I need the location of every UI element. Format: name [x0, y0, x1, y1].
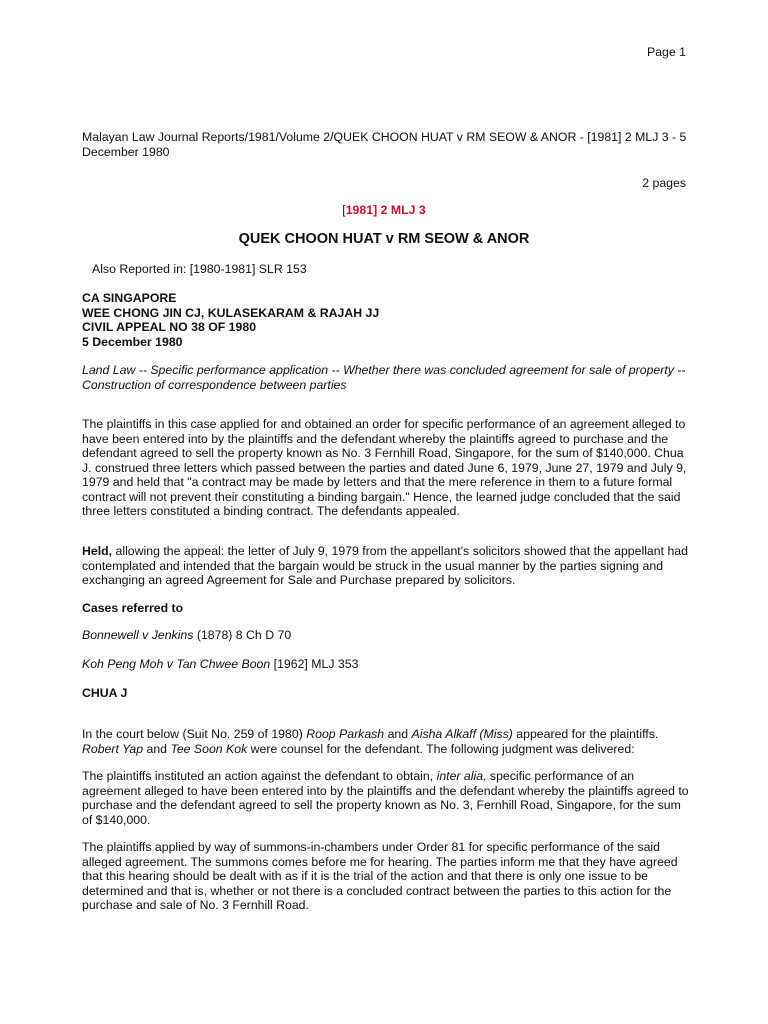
- case-ref-name: Koh Peng Moh v Tan Chwee Boon: [82, 657, 271, 671]
- case-ref: [82, 628, 291, 643]
- case-ref: [82, 657, 358, 672]
- case-number: CIVIL APPEAL NO 38 OF 1980: [82, 320, 257, 334]
- headnote: The plaintiffs in this case applied for and obtained an order for specific performance of an agreement alleged to have been entered into by the plaintiffs and the defendant whereby the plaintiffs agreed to purchase and the defendant agreed to sell the property known as No. 3 Fernhill Road, Singapore, for the sum of $140,000. Chua J. construed three letters which passed between the parties and dated June 6, 1979, June 27, 1979 and July 9, 1979 and held that "a contract may be made by letters and that the mere reference in them to a future formal contract will not prevent their constituting a binding bargain." Hence, the learned judge concluded that the said three letters constituted a binding contract. The defendants appealed.: [82, 417, 687, 518]
- counsel-text: and: [143, 741, 171, 756]
- page-number: Page 1: [647, 45, 686, 59]
- citation: [0, 203, 768, 218]
- counsel-text: were counsel for the defendant. The following judgment was delivered:: [247, 741, 635, 756]
- counsel-name: Robert Yap: [82, 741, 144, 756]
- catchwords: Land Law -- Specific performance application -- Whether there was concluded agreement for sale of property -- Construction of correspondence between parties: [82, 363, 686, 392]
- citation-year-link[interactable]: 1981: [345, 203, 374, 217]
- case-ref-name: Bonnewell v Jenkins: [82, 628, 194, 642]
- counsel-text: appeared for the plaintiffs.: [512, 727, 659, 741]
- judgment-paragraph-1: [82, 769, 692, 827]
- held-label: Held,: [82, 544, 113, 558]
- counsel-name: Roop Parkash: [306, 727, 385, 741]
- counsel-text: In the court below (Suit No. 259 of 1980): [82, 727, 307, 741]
- counsel-paragraph: [82, 727, 692, 756]
- case-ref-cite: (1878) 8 Ch D 70: [193, 628, 292, 642]
- judgment-paragraph-2: The plaintiffs applied by way of summons-in-chambers under Order 81 for specific performance of the said alleged agreement. The summons comes before me for hearing. The parties inform me that they have agreed that this hearing should be dealt with as if it is the trial of the action and that there is only one issue to be determined and that is, whether or not there is a concluded contract between the parties to this action for the purchase and sale of No. 3 Fernhill Road.: [82, 840, 678, 912]
- judge-heading: CHUA J: [82, 686, 128, 700]
- case-title: QUEK CHOON HUAT v RM SEOW & ANOR: [238, 231, 530, 247]
- held-paragraph: [82, 544, 692, 588]
- judgment-emphasis: inter alia,: [436, 769, 487, 783]
- counsel-name: Tee Soon Kok: [170, 741, 248, 756]
- source-line: Malayan Law Journal Reports/1981/Volume 2/QUEK CHOON HUAT v RM SEOW & ANOR - [1981] 2 MLJ 3 - 5 December 1980: [82, 130, 687, 159]
- judgment-text: specific performance of an agreement alleged to have been entered into by the plaintiffs and the defendant whereby the plaintiffs agreed to purchase and the defendant agreed to sell the property known as No. 3, Fernhill Road, Singapore, for the sum of $140,000.: [82, 769, 689, 827]
- judgment-text: The plaintiffs instituted an action against the defendant to obtain,: [82, 769, 437, 783]
- court-block: [82, 291, 379, 349]
- counsel-name: Aisha Alkaff (Miss): [411, 727, 513, 741]
- also-reported: Also Reported in: [1980-1981] SLR 153: [92, 262, 307, 276]
- cases-heading: Cases referred to: [82, 601, 184, 615]
- counsel-text: and: [384, 727, 412, 741]
- citation-rest: ] 2 MLJ 3: [373, 203, 426, 217]
- citation-open-bracket: [: [342, 203, 346, 217]
- case-ref-cite: [1962] MLJ 353: [270, 657, 359, 671]
- decision-date: 5 December 1980: [82, 334, 183, 349]
- court-name: CA SINGAPORE: [82, 291, 177, 305]
- held-text: allowing the appeal: the letter of July 9, 1979 from the appellant's solicitors showed that the appellant had contemplated and intended that the bargain would be struck in the usual manner by the parties signing and exchanging an agreed Agreement for Sale and Purchase prepared by solicitors.: [82, 544, 688, 587]
- coram: WEE CHONG JIN CJ, KULASEKARAM & RAJAH JJ: [82, 305, 380, 320]
- page-count: 2 pages: [642, 176, 686, 190]
